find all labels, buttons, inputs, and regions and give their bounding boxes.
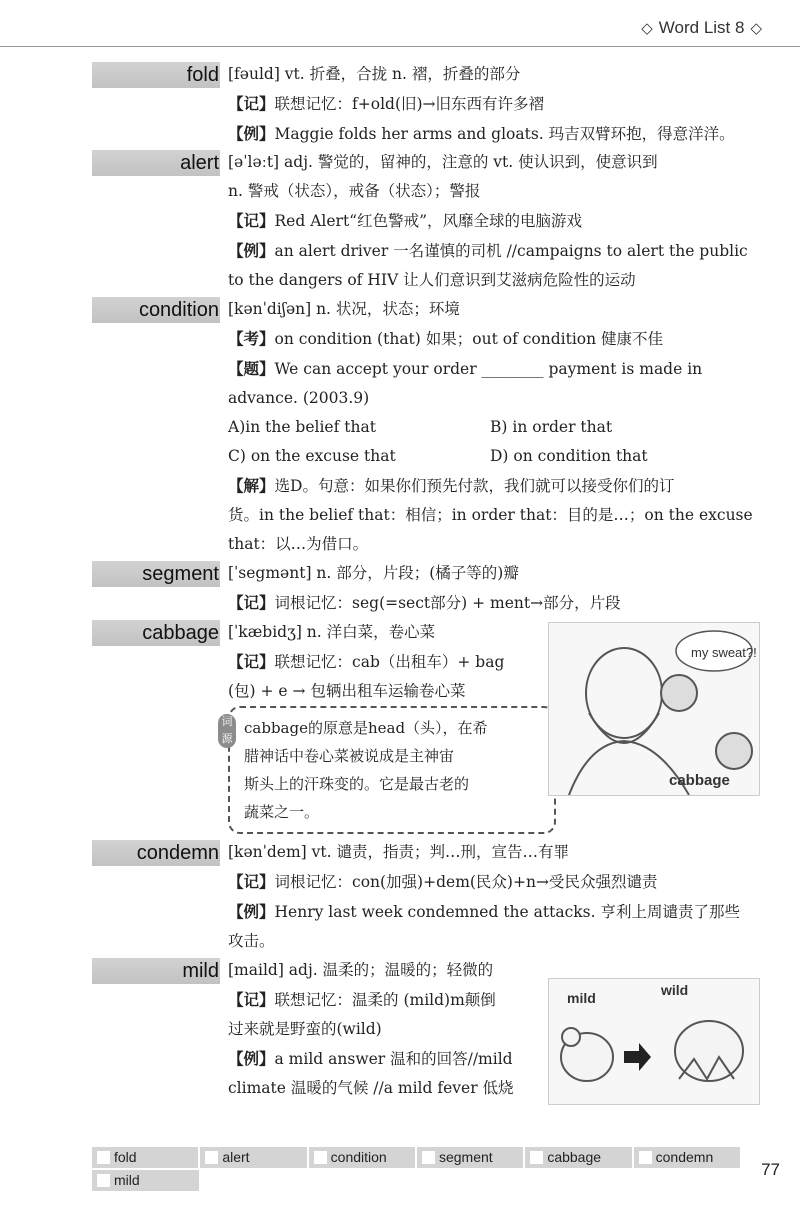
exam-line (228, 324, 758, 354)
answer-cont: that：以…为借口。 (228, 535, 369, 553)
example-line (228, 119, 758, 149)
etymology-badge: 词源 (218, 714, 236, 748)
question-text: We can accept your order ________ payment is made in (274, 360, 703, 378)
memory-text: 联想记忆：cab（出租车）+ bag (274, 653, 505, 671)
footer-word: condition (309, 1147, 415, 1168)
memory-text: Red Alert“红色警戒”，风靡全球的电脑游戏 (274, 212, 583, 230)
footer-row (92, 1170, 740, 1191)
note-line: 腊神话中卷心菜被说成是主神宙 (244, 747, 455, 765)
footer-row (92, 1147, 740, 1168)
footer-word-list (92, 1147, 740, 1193)
definition: [maild] adj. 温柔的；温暖的；轻微的 (228, 961, 494, 979)
label-ji: 【记】 (228, 652, 275, 671)
page-header (641, 18, 762, 38)
definition: [ˈsegmənt] n. 部分，片段；(橘子等的)瓣 (228, 564, 519, 582)
answer-text: 选D。句意：如果你们预先付款，我们就可以接受你们的订 (274, 477, 675, 495)
example-cont: to the dangers of HIV 让人们意识到艾滋病危险性的运动 (228, 271, 636, 289)
memory-line (228, 588, 758, 618)
options-row (228, 442, 758, 471)
definition-lines (228, 148, 758, 295)
label-ji: 【记】 (228, 872, 275, 891)
arrow-right-icon (624, 1043, 651, 1071)
label-ji: 【记】 (228, 990, 275, 1009)
zeus-cabbage-drawing (549, 623, 759, 795)
etymology-note (221, 706, 556, 834)
page-number: 77 (761, 1160, 780, 1179)
option-d: D) on condition that (490, 447, 648, 465)
definition: [fəuld] vt. 折叠，合拢 n. 褶，折叠的部分 (228, 65, 521, 83)
option-b: B) in order that (490, 418, 613, 436)
footer-word: mild (92, 1170, 199, 1191)
example-line (228, 897, 758, 927)
label-ji: 【记】 (228, 593, 275, 612)
example-line (228, 236, 758, 266)
footer-word: fold (92, 1147, 198, 1168)
diamond-icon: ◇ (750, 20, 762, 37)
memory-cont: 过来就是野蛮的(wild) (228, 1020, 382, 1038)
memory-line (228, 647, 538, 677)
question-cont: advance. (2003.9) (228, 389, 370, 407)
example-cont: climate 温暖的气候 //a mild fever 低烧 (228, 1079, 514, 1097)
footer-word: cabbage (525, 1147, 631, 1168)
cabbage-caption: cabbage (669, 772, 730, 789)
example-text: Henry last week condemned the attacks. 亨利上周谴责了那些 (274, 903, 740, 921)
definition-lines (228, 295, 758, 559)
example-text: an alert driver 一名谨慎的司机 //campaigns to alert the public (274, 242, 748, 260)
definition-cont: n. 警戒（状态），戒备（状态）；警报 (228, 182, 481, 200)
answer-line (228, 471, 758, 501)
label-li: 【例】 (228, 902, 275, 921)
definition-lines (228, 559, 758, 618)
mild-wild-illustration (548, 978, 760, 1105)
headword: fold (186, 64, 219, 86)
label-li: 【例】 (228, 1049, 275, 1068)
sheep-wolf-drawing (549, 979, 759, 1104)
speech-bubble-text: my sweat?! (691, 645, 757, 660)
example-line (228, 1044, 538, 1074)
definition-lines (228, 618, 538, 706)
example-text: a mild answer 温和的回答//mild (274, 1050, 513, 1068)
definition: [ˈkæbidʒ] n. 洋白菜，卷心菜 (228, 623, 436, 641)
footer-word: alert (200, 1147, 306, 1168)
memory-line (228, 89, 758, 119)
cabbage-illustration (548, 622, 760, 796)
mild-caption: mild (567, 990, 596, 1006)
label-li: 【例】 (228, 124, 275, 143)
headword: condemn (136, 842, 219, 864)
definition-lines (228, 60, 758, 149)
answer-cont: 货。in the belief that：相信；in order that：目的是…；on the excuse (228, 506, 753, 524)
diamond-icon: ◇ (641, 20, 653, 37)
example-cont: 攻击。 (228, 932, 275, 950)
headword: alert (180, 152, 219, 174)
headword: cabbage (142, 622, 219, 644)
exam-text: on condition (that) 如果；out of condition 健康不佳 (274, 330, 664, 348)
note-line: 斯头上的汗珠变的。它是最古老的 (244, 775, 470, 793)
label-ti: 【题】 (228, 359, 275, 378)
options-row (228, 413, 758, 442)
memory-text: 联想记忆：温柔的 (mild)m颠倒 (274, 991, 496, 1009)
header-title: Word List 8 (658, 18, 745, 37)
footer-word: condemn (634, 1147, 740, 1168)
footer-word: segment (417, 1147, 523, 1168)
label-ji: 【记】 (228, 211, 275, 230)
memory-line (228, 985, 538, 1015)
definition: [kənˈdiʃən] n. 状况，状态；环境 (228, 300, 460, 318)
wild-caption: wild (661, 982, 689, 998)
memory-line (228, 867, 758, 897)
memory-cont: (包) + e → 包辆出租车运输卷心菜 (228, 682, 466, 700)
definition-lines (228, 956, 538, 1103)
headword: condition (138, 299, 219, 321)
note-line: 蔬菜之一。 (244, 803, 320, 821)
label-li: 【例】 (228, 241, 275, 260)
memory-text: 联想记忆：f+old(旧)→旧东西有许多褶 (274, 95, 545, 113)
note-line: cabbage的原意是head（头），在希 (244, 719, 488, 737)
headword: segment (142, 563, 219, 585)
definition-lines (228, 838, 758, 956)
option-c: C) on the excuse that (228, 447, 396, 465)
headword: mild (182, 960, 219, 982)
question-line (228, 354, 758, 384)
memory-text: 词根记忆：con(加强)+dem(民众)+n→受民众强烈谴责 (274, 873, 658, 891)
label-ji: 【记】 (228, 94, 275, 113)
option-a: A)in the belief that (228, 418, 376, 436)
definition: [kənˈdem] vt. 谴责，指责；判…刑，宣告…有罪 (228, 843, 569, 861)
label-kao: 【考】 (228, 329, 275, 348)
memory-line (228, 206, 758, 236)
memory-text: 词根记忆：seg(=sect部分) + ment→部分，片段 (274, 594, 621, 612)
definition: [əˈləːt] adj. 警觉的，留神的，注意的 vt. 使认识到，使意识到 (228, 153, 658, 171)
label-jie: 【解】 (228, 476, 275, 495)
example-text: Maggie folds her arms and gloats. 玛吉双臂环抱，得意洋洋。 (274, 125, 735, 143)
header-rule (0, 46, 800, 47)
